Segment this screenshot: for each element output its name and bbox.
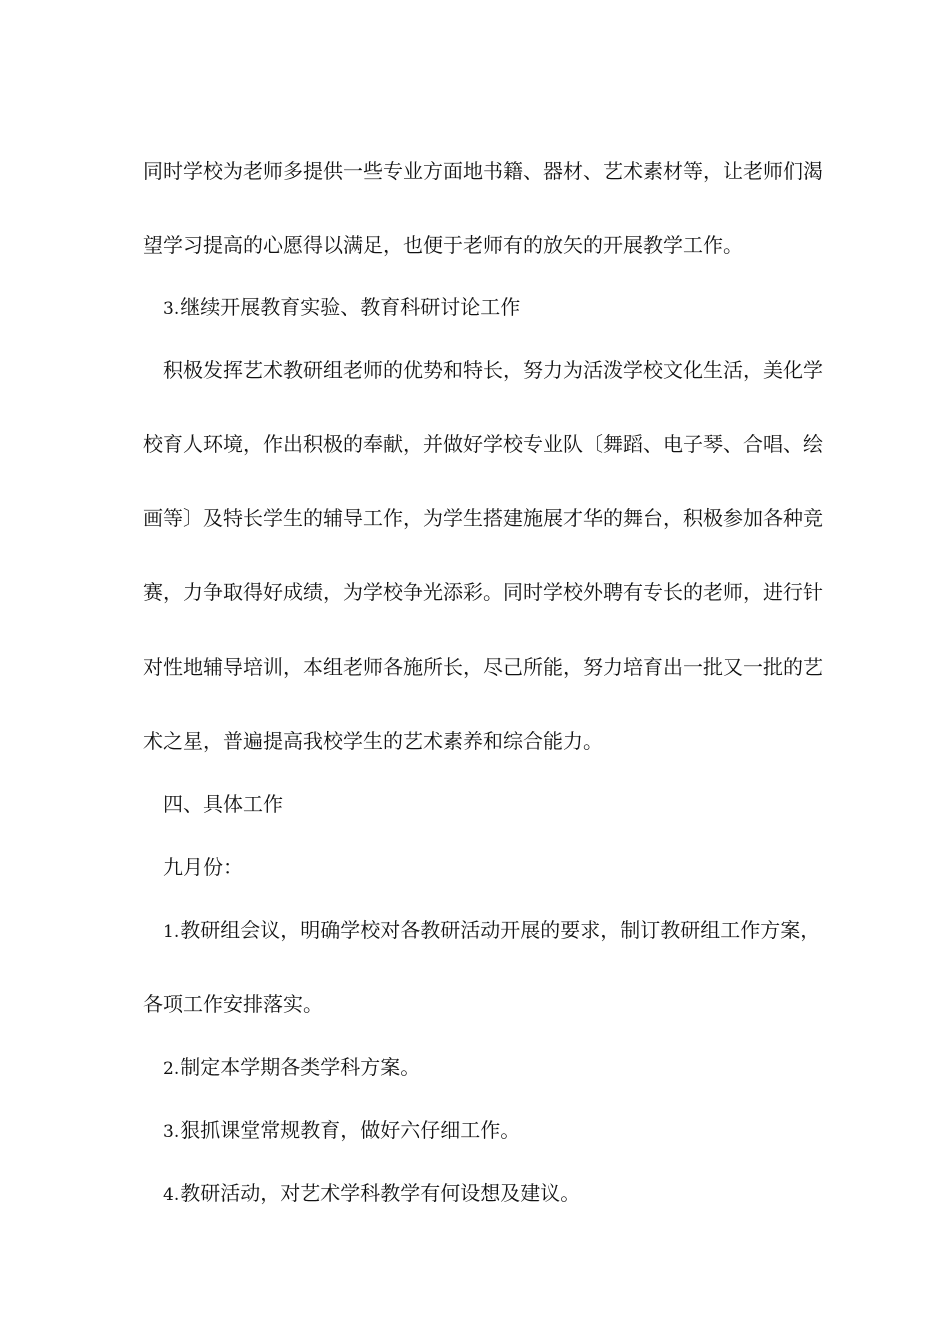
list-item: 4.教研活动，对艺术学科教学有何设想及建议。: [163, 1181, 581, 1205]
section-heading: 3.继续开展教育实验、教育科研讨论工作: [163, 295, 521, 319]
list-item: 1.教研组会议，明确学校对各教研活动开展的要求，制订教研组工作方案，: [163, 918, 821, 942]
list-item: 3.狠抓课堂常规教育，做好六仔细工作。: [163, 1118, 521, 1142]
text-line: 校育人环境，作出积极的奉献，并做好学校专业队〔舞蹈、电子琴、合唱、绘: [143, 432, 823, 456]
text-line: 同时学校为老师多提供一些专业方面地书籍、器材、艺术素材等，让老师们渴: [143, 159, 823, 183]
text-line: 术之星，普遍提高我校学生的艺术素养和综合能力。: [143, 729, 603, 753]
text-line: 积极发挥艺术教研组老师的优势和特长，努力为活泼学校文化生活，美化学: [163, 358, 823, 382]
list-item: 2.制定本学期各类学科方案。: [163, 1055, 421, 1079]
text-line: 各项工作安排落实。: [143, 992, 323, 1016]
text-line: 对性地辅导培训，本组老师各施所长，尽己所能，努力培育出一批又一批的艺: [143, 655, 823, 679]
text-line: 望学习提高的心愿得以满足，也便于老师有的放矢的开展教学工作。: [143, 233, 743, 257]
text-line: 画等〕及特长学生的辅导工作，为学生搭建施展才华的舞台，积极参加各种竞: [143, 506, 823, 530]
text-line: 赛，力争取得好成绩，为学校争光添彩。同时学校外聘有专长的老师，进行针: [143, 580, 823, 604]
month-heading: 九月份：: [163, 855, 243, 879]
section-heading: 四、具体工作: [163, 792, 283, 816]
